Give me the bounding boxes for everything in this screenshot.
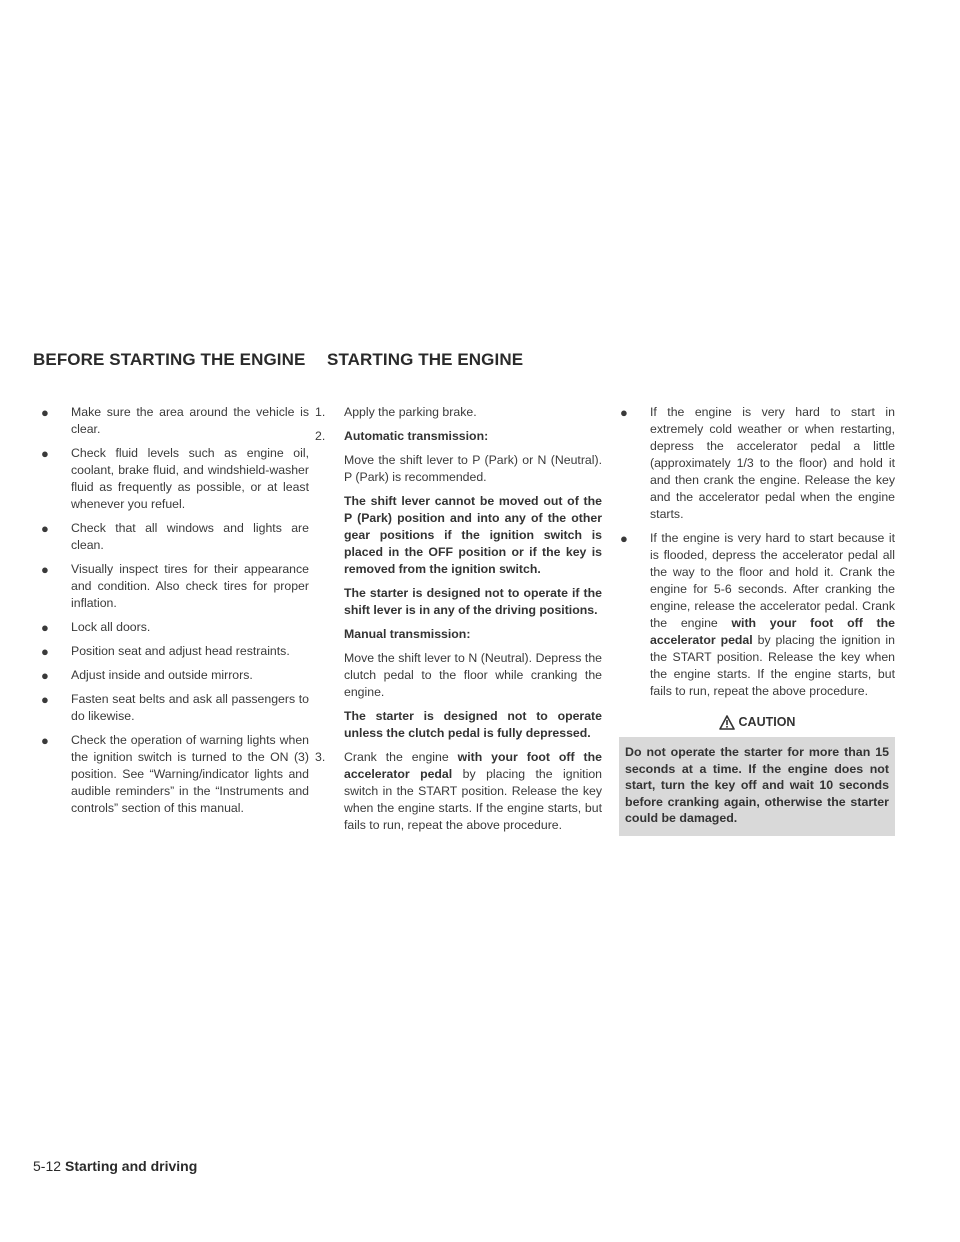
step-2 <box>313 428 602 445</box>
bullet-icon: ● <box>620 531 628 546</box>
list-item: ● Make sure the area around the vehicle is clear. <box>41 405 309 436</box>
step-number: 1. <box>315 405 326 419</box>
manual-transmission-heading: Manual transmission: <box>344 627 471 641</box>
list-item: ● Check that all windows and lights are clean. <box>41 521 309 552</box>
bullet-icon: ● <box>41 620 49 635</box>
manual-transmission-text: Move the shift lever to N (Neutral). Depress the clutch pedal to the floor while cranking the engine. <box>344 651 602 699</box>
section-heading-before-starting: BEFORE STARTING THE ENGINE <box>33 350 306 369</box>
step-number: 2. <box>315 429 326 443</box>
list-item: ● Visually inspect tires for their appearance and condition. Also check tires for proper inflation. <box>41 562 309 610</box>
list-item: ● If the engine is very hard to start in extremely cold weather or when restarting, depress the accelerator pedal a little (approximately 1/3 to the floor) and hold it and then crank the engine. Release the key and the accelerator pedal when the engine starts. <box>620 405 895 521</box>
automatic-transmission-text: Move the shift lever to P (Park) or N (Neutral). P (Park) is recommended. <box>344 453 602 484</box>
starting-steps <box>313 404 602 841</box>
list-item: ● Position seat and adjust head restraints. <box>41 644 290 659</box>
bullet-icon: ● <box>41 692 49 707</box>
bullet-icon: ● <box>41 562 49 577</box>
bullet-icon: ● <box>41 521 49 536</box>
caution-box <box>619 712 895 836</box>
warning-triangle-icon <box>719 715 735 730</box>
step-number: 3. <box>315 750 326 764</box>
bullet-icon: ● <box>41 733 49 748</box>
section-heading-starting: STARTING THE ENGINE <box>327 350 524 369</box>
list-item: ● Adjust inside and outside mirrors. <box>41 668 253 683</box>
step-3: 3. Crank the engine with your foot off the accelerator pedal by placing the ignition switch in the START position. Release the key when the engine starts. If the engine starts, but fails to run, repeat the above procedure. <box>315 750 602 832</box>
automatic-transmission-warning-2: The starter is designed not to operate if the shift lever is in any of the driving positions. <box>344 586 602 617</box>
page-number: 5-12 <box>33 1158 62 1174</box>
manual-transmission-warning: The starter is designed not to operate unless the clutch pedal is fully depressed. <box>344 709 602 740</box>
before-starting-checklist <box>40 404 309 824</box>
list-item: ● Fasten seat belts and ask all passengers to do likewise. <box>41 692 309 723</box>
caution-text: Do not operate the starter for more than 15 seconds at a time. If the engine does not start, turn the key off and wait 10 seconds before cranking again, otherwise the starter could be damaged. <box>619 737 895 836</box>
list-item: ● Lock all doors. <box>41 620 151 635</box>
page-footer <box>33 1158 197 1174</box>
bullet-icon: ● <box>41 446 49 461</box>
automatic-transmission-heading: Automatic transmission: <box>344 429 489 443</box>
bullet-icon: ● <box>620 405 628 420</box>
bullet-icon: ● <box>41 668 49 683</box>
list-item: ● If the engine is very hard to start because it is flooded, depress the accelerator pedal all the way to the floor and hold it. Crank the engine for 5-6 seconds. After cranking the engine, release the accelerator pedal. Crank the engine with your foot off the accelerator pedal by placing the ignition in the START position. Release the key when the engine starts. If the engine starts, but fails to run, repeat the above procedure. <box>620 531 895 698</box>
caution-header <box>619 712 895 737</box>
list-item: ● Check the operation of warning lights when the ignition switch is turned to the ON (3) position. See “Warning/indicator lights and audible reminders” in the “Instruments and controls” section of this manual. <box>41 733 309 815</box>
bullet-icon: ● <box>41 644 49 659</box>
bullet-icon: ● <box>41 405 49 420</box>
footer-section-title: Starting and driving <box>65 1158 198 1174</box>
hard-start-tips <box>619 404 895 836</box>
list-item: ● Check fluid levels such as engine oil, coolant, brake fluid, and windshield-washer fluid as frequently as possible, or at least whenever you refuel. <box>41 446 309 511</box>
caution-label: CAUTION <box>738 715 796 729</box>
step-1: 1. Apply the parking brake. <box>315 405 477 419</box>
automatic-transmission-warning-1: The shift lever cannot be moved out of the P (Park) position and into any of the other gear positions if the ignition switch is placed in the OFF position or if the key is removed from the ignition switch. <box>344 494 602 576</box>
